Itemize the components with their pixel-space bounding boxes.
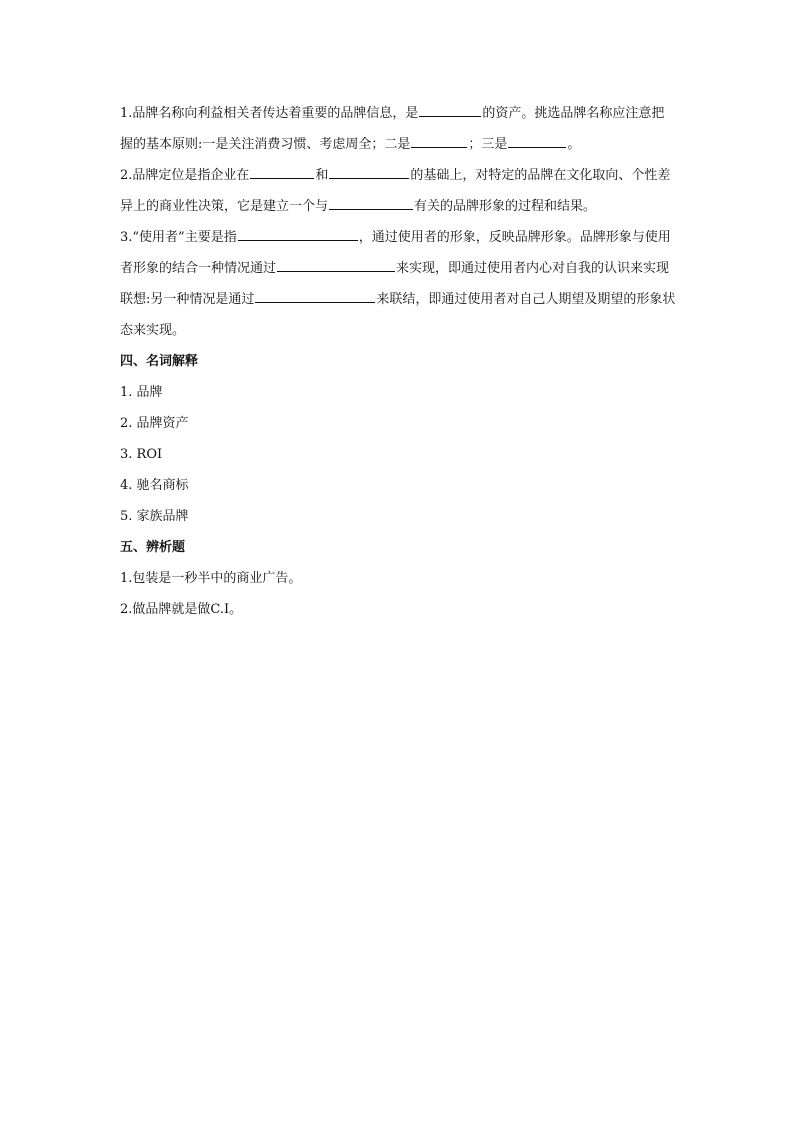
analysis-item: 2.做品牌就是做C.I。: [120, 602, 243, 617]
answer-blank[interactable]: [329, 195, 413, 210]
answer-blank[interactable]: [411, 133, 467, 148]
answer-blank[interactable]: [508, 133, 566, 148]
answer-blank[interactable]: [277, 257, 395, 272]
q3-text-3: 来实现，即通过使用者内心对自我的认识来实现联想:另一种情况是通过: [120, 261, 670, 307]
term-item: 1. 品牌: [120, 385, 163, 400]
section-heading-analysis: 五、辨析题: [120, 540, 186, 555]
q3-text-1: 3.“使用者”主要是指: [120, 230, 237, 245]
section-heading-terms: 四、名词解释: [120, 354, 199, 369]
term-item: 5. 家族品牌: [120, 509, 189, 524]
fill-in-question-3: [120, 222, 676, 346]
q1-text-4: 。: [567, 137, 581, 152]
fill-in-question-2: [120, 160, 676, 222]
q2-text-3: 的基础上，对特定的品牌在文化取向、个性差异上的商业性决策，它是建立一个与: [120, 168, 671, 214]
document-page: [120, 98, 676, 625]
answer-blank[interactable]: [250, 164, 314, 179]
answer-blank[interactable]: [329, 164, 409, 179]
q1-text-3: ；三是: [468, 137, 508, 152]
q2-text-1: 2.品牌定位是指企业在: [120, 168, 250, 183]
term-item: 2. 品牌资产: [120, 416, 189, 431]
q1-text-1: 1.品牌名称向利益相关者传达着重要的品牌信息，是: [120, 106, 419, 121]
fill-in-question-1: [120, 98, 676, 160]
term-item: 3. ROI: [120, 447, 163, 462]
q3-text-4: 来联结，即通过使用者对自己人期望及期望的形象状态来实现。: [120, 292, 676, 338]
q2-text-4: 有关的品牌形象的过程和结果。: [414, 199, 597, 214]
answer-blank[interactable]: [238, 226, 358, 241]
q3-text-2: ，通过使用者的形象，反映品牌形象。品牌形象与使用者形象的结合一种情况通过: [120, 230, 671, 276]
answer-blank[interactable]: [419, 102, 481, 117]
q1-text-2: 的资产。挑选品牌名称应注意把握的基本原则:一是关注消费习惯、考虑周全；二是: [120, 106, 665, 152]
answer-blank[interactable]: [255, 288, 375, 303]
q2-text-2: 和: [315, 168, 329, 183]
analysis-item: 1.包装是一秒半中的商业广告。: [120, 571, 302, 586]
term-item: 4. 驰名商标: [120, 478, 189, 493]
